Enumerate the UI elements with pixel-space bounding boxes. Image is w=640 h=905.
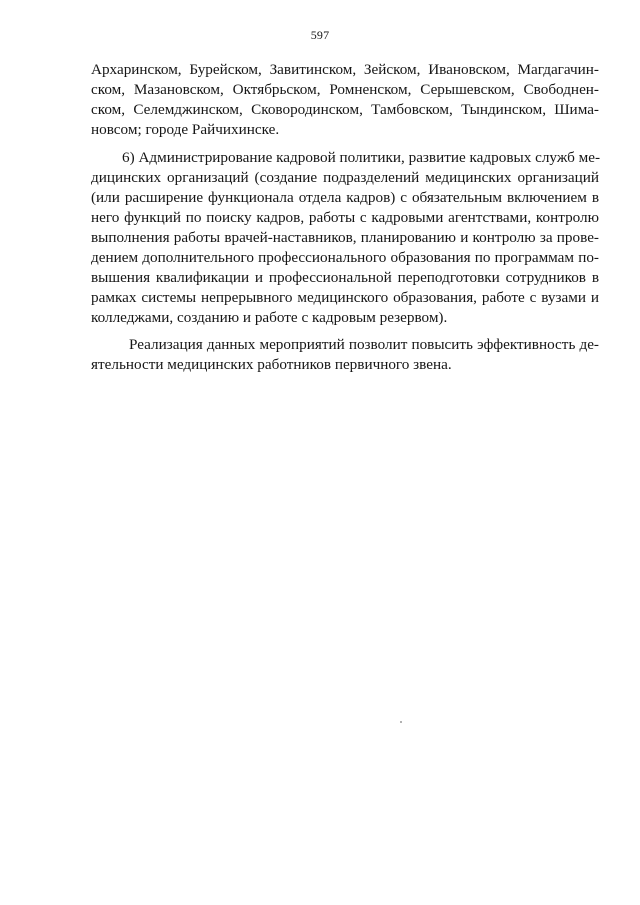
text-line: 6) Администрирование кадровой политики, развитие кадровых служб ме-: [122, 149, 601, 166]
text-line: ском, Мазановском, Октябрьском, Ромненском, Серышевском, Свободнен-: [91, 81, 599, 98]
page-number: 597: [310, 28, 330, 42]
paragraph-conclusion: [91, 335, 599, 375]
text-line: Реализация данных мероприятий позволит повысить эффективность де-: [129, 336, 599, 353]
text-line: рамках системы непрерывного медицинского образования, работе с вузами и: [91, 289, 599, 306]
text-line: него функций по поиску кадров, работы с кадровыми агентствами, контролю: [91, 209, 599, 226]
text-line: колледжами, созданию и работе с кадровым резервом).: [91, 309, 448, 326]
text-line: Архаринском, Бурейском, Завитинском, Зейском, Ивановском, Магдагачин-: [91, 61, 599, 78]
paragraph-districts-list: [91, 60, 599, 140]
text-line: новсом; городе Райчихинске.: [91, 121, 280, 138]
text-line: ском, Селемджинском, Сковородинском, Тамбовском, Тындинском, Шима-: [91, 101, 599, 118]
text-line: дицинских организаций (создание подразделений медицинских организаций: [91, 169, 599, 186]
paragraph-hr-administration: [91, 148, 599, 328]
text-line: ятельности медицинских работников первичного звена.: [91, 356, 452, 373]
body-text: [91, 60, 599, 375]
text-line: дением дополнительного профессионального образования по программам по-: [91, 249, 599, 266]
text-line: вышения квалификации и профессиональной переподготовки сотрудников в: [91, 269, 599, 286]
text-line: выполнения работы врачей-наставников, планированию и контролю за прове-: [91, 229, 599, 246]
text-line: (или расширение функционала отдела кадров) с обязательным включением в: [91, 189, 599, 206]
scan-speck: [400, 721, 402, 723]
